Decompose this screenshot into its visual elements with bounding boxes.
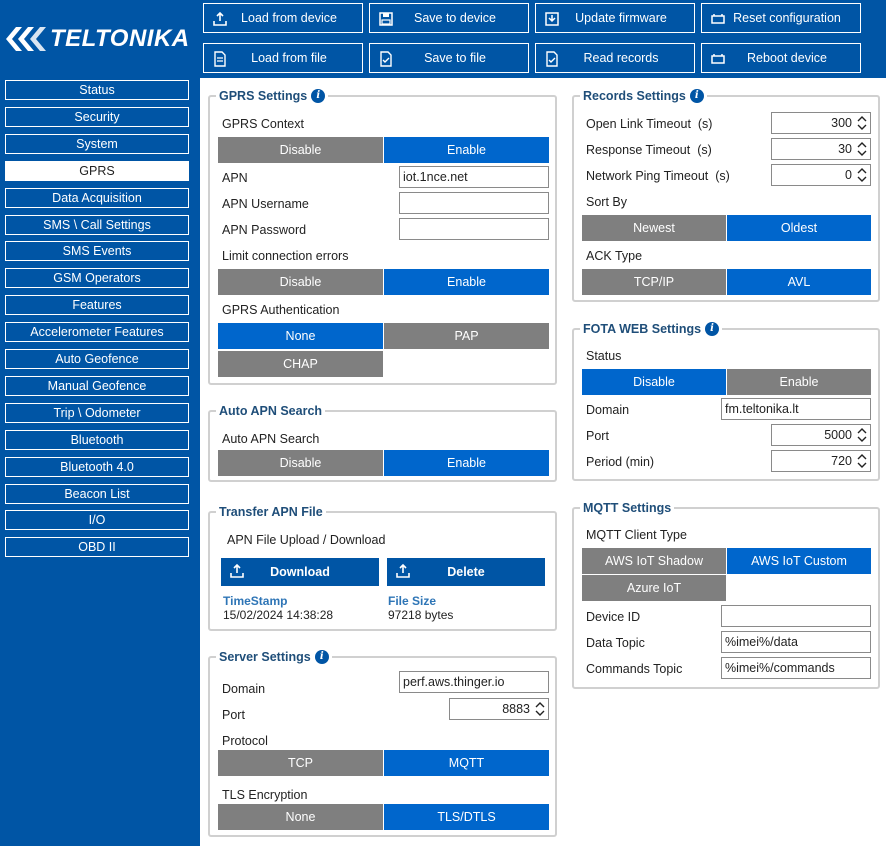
fota-domain-input[interactable]: fm.teltonika.lt bbox=[721, 398, 871, 420]
sidebar-item-sms-events[interactable]: SMS Events bbox=[5, 241, 189, 261]
data-topic-label: Data Topic bbox=[586, 636, 645, 650]
auto-apn-search-panel bbox=[208, 404, 557, 482]
teltonika-logo-icon bbox=[4, 21, 48, 57]
auth-none-button[interactable]: None bbox=[218, 323, 383, 349]
tls-encryption-label: TLS Encryption bbox=[222, 788, 308, 802]
sort-newest-button[interactable]: Newest bbox=[582, 215, 726, 241]
fota-period-label: Period (min) bbox=[586, 455, 655, 469]
spinner-arrows-icon[interactable] bbox=[857, 167, 867, 183]
upload-icon bbox=[229, 563, 245, 579]
gprs-context-enable-button[interactable]: Enable bbox=[384, 137, 549, 163]
server-port-spinner[interactable] bbox=[449, 698, 549, 720]
auth-chap-button[interactable]: CHAP bbox=[218, 351, 383, 377]
open-link-timeout-text: Open Link Timeout bbox=[586, 117, 691, 131]
fota-port-value: 5000 bbox=[824, 428, 852, 442]
load-from-file-button[interactable] bbox=[203, 43, 363, 73]
read-records-label: Read records bbox=[583, 51, 659, 65]
panel-title bbox=[216, 503, 326, 521]
timestamp-value: 15/02/2024 14:38:28 bbox=[223, 608, 334, 622]
mqtt-settings-panel bbox=[572, 501, 880, 689]
fota-status-label: Status bbox=[586, 349, 622, 363]
auto-apn-search-title: Auto APN Search bbox=[219, 404, 323, 418]
sidebar-item-trip-odometer[interactable]: Trip \ Odometer bbox=[5, 403, 189, 423]
file-size-label: File Size bbox=[388, 594, 437, 608]
records-settings-panel bbox=[572, 89, 880, 302]
sort-by-label: Sort By bbox=[586, 195, 627, 209]
apn-password-input[interactable] bbox=[399, 218, 549, 240]
reset-configuration-button[interactable] bbox=[701, 3, 861, 33]
ack-tcpip-button[interactable]: TCP/IP bbox=[582, 269, 726, 295]
main-content bbox=[200, 78, 886, 846]
info-icon[interactable]: i bbox=[311, 89, 325, 103]
sort-oldest-button[interactable]: Oldest bbox=[727, 215, 871, 241]
panel-title bbox=[216, 87, 328, 105]
gprs-context-label: GPRS Context bbox=[222, 117, 304, 131]
info-icon[interactable]: i bbox=[690, 89, 704, 103]
reboot-device-button[interactable] bbox=[701, 43, 861, 73]
file-size-value: 97218 bytes bbox=[388, 608, 454, 622]
fota-web-settings-panel bbox=[572, 322, 880, 481]
auto-apn-enable-button[interactable]: Enable bbox=[384, 450, 549, 476]
data-topic-input[interactable]: %imei%/data bbox=[721, 631, 871, 653]
fota-web-settings-title: FOTA WEB Settings bbox=[583, 322, 702, 336]
update-firmware-label: Update firmware bbox=[575, 11, 667, 25]
server-settings-panel bbox=[208, 650, 557, 837]
spinner-arrows-icon[interactable] bbox=[857, 427, 867, 443]
limit-errors-disable-button[interactable]: Disable bbox=[218, 269, 383, 295]
network-ping-timeout-text: Network Ping Timeout bbox=[586, 169, 709, 183]
teltonika-logo bbox=[4, 18, 198, 60]
limit-errors-enable-button[interactable]: Enable bbox=[384, 269, 549, 295]
read-records-button[interactable] bbox=[535, 43, 695, 73]
sidebar-item-obd-ii[interactable]: OBD II bbox=[5, 537, 189, 557]
device-id-label: Device ID bbox=[586, 610, 641, 624]
records-settings-title: Records Settings bbox=[583, 89, 686, 103]
apn-username-label: APN Username bbox=[222, 197, 309, 211]
response-timeout-label bbox=[586, 143, 712, 157]
sidebar-item-sms-call-settings[interactable]: SMS \ Call Settings bbox=[5, 215, 189, 235]
server-port-label: Port bbox=[222, 708, 245, 722]
file-check-icon bbox=[378, 51, 394, 67]
fota-port-spinner[interactable] bbox=[771, 424, 871, 446]
sidebar-item-system[interactable]: System bbox=[5, 134, 189, 154]
open-link-timeout-spinner[interactable] bbox=[771, 112, 871, 134]
sidebar-item-data-acquisition[interactable]: Data Acquisition bbox=[5, 188, 189, 208]
server-port-value: 8883 bbox=[502, 702, 530, 716]
save-to-file-label: Save to file bbox=[424, 51, 486, 65]
fota-period-spinner[interactable] bbox=[771, 450, 871, 472]
panel-title bbox=[580, 499, 674, 517]
spinner-arrows-icon[interactable] bbox=[857, 453, 867, 469]
protocol-label: Protocol bbox=[222, 734, 268, 748]
sidebar-item-auto-geofence[interactable]: Auto Geofence bbox=[5, 349, 189, 369]
panel-title bbox=[216, 648, 332, 666]
server-domain-label: Domain bbox=[222, 682, 266, 696]
auth-pap-button[interactable]: PAP bbox=[384, 323, 549, 349]
sidebar-item-gsm-operators[interactable]: GSM Operators bbox=[5, 268, 189, 288]
battery-icon bbox=[710, 11, 726, 27]
transfer-apn-file-title: Transfer APN File bbox=[219, 505, 323, 519]
tls-none-button[interactable]: None bbox=[218, 804, 383, 830]
download-button[interactable] bbox=[221, 558, 379, 586]
network-ping-timeout-value: 0 bbox=[845, 168, 852, 182]
file-icon bbox=[212, 51, 228, 67]
ack-avl-button[interactable]: AVL bbox=[727, 269, 871, 295]
apn-label: APN bbox=[222, 171, 248, 185]
info-icon[interactable]: i bbox=[705, 322, 719, 336]
protocol-tcp-button[interactable]: TCP bbox=[218, 750, 383, 776]
apn-input[interactable]: iot.1nce.net bbox=[399, 166, 549, 188]
network-ping-timeout-spinner[interactable] bbox=[771, 164, 871, 186]
delete-label: Delete bbox=[447, 565, 485, 579]
response-timeout-text: Response Timeout bbox=[586, 143, 691, 157]
sidebar-item-i-o[interactable]: I/O bbox=[5, 510, 189, 530]
limit-connection-errors-label: Limit connection errors bbox=[222, 249, 349, 263]
spinner-arrows-icon[interactable] bbox=[535, 701, 545, 717]
panel-title bbox=[580, 320, 722, 338]
sidebar-item-beacon-list[interactable]: Beacon List bbox=[5, 484, 189, 504]
response-timeout-unit: (s) bbox=[697, 143, 712, 157]
reboot-device-label: Reboot device bbox=[747, 51, 827, 65]
azure-iot-button[interactable]: Azure IoT bbox=[582, 575, 726, 601]
load-from-file-label: Load from file bbox=[251, 51, 327, 65]
aws-iot-shadow-button[interactable]: AWS IoT Shadow bbox=[582, 548, 726, 574]
sidebar-item-gprs[interactable]: GPRS bbox=[5, 161, 189, 181]
save-to-device-label: Save to device bbox=[414, 11, 496, 25]
sidebar-item-security[interactable]: Security bbox=[5, 107, 189, 127]
sidebar-item-accelerometer-features[interactable]: Accelerometer Features bbox=[5, 322, 189, 342]
spinner-arrows-icon[interactable] bbox=[857, 115, 867, 131]
auto-apn-search-label: Auto APN Search bbox=[222, 432, 320, 446]
sidebar-item-status[interactable]: Status bbox=[5, 80, 189, 100]
delete-button[interactable] bbox=[387, 558, 545, 586]
device-id-input[interactable] bbox=[721, 605, 871, 627]
ack-type-label: ACK Type bbox=[586, 249, 643, 263]
fota-domain-label: Domain bbox=[586, 403, 630, 417]
panel-title bbox=[580, 87, 707, 105]
open-link-timeout-unit: (s) bbox=[697, 117, 713, 131]
apn-file-upload-download-label: APN File Upload / Download bbox=[227, 533, 386, 547]
download-label: Download bbox=[270, 565, 330, 579]
download-box-icon bbox=[544, 11, 560, 27]
sidebar-item-features[interactable]: Features bbox=[5, 295, 189, 315]
gprs-context-disable-button[interactable]: Disable bbox=[218, 137, 383, 163]
gprs-authentication-label: GPRS Authentication bbox=[222, 303, 340, 317]
tls-dtls-button[interactable]: TLS/DTLS bbox=[384, 804, 549, 830]
response-timeout-value: 30 bbox=[838, 142, 852, 156]
gprs-settings-title: GPRS Settings bbox=[219, 89, 308, 103]
server-settings-title: Server Settings bbox=[219, 650, 311, 664]
apn-username-input[interactable] bbox=[399, 192, 549, 214]
gprs-settings-panel bbox=[208, 89, 557, 385]
brand-name: TELTONIKA bbox=[50, 25, 190, 52]
save-to-file-button[interactable] bbox=[369, 43, 529, 73]
server-domain-input[interactable]: perf.aws.thinger.io bbox=[399, 671, 549, 693]
sidebar-item-bluetooth[interactable]: Bluetooth bbox=[5, 430, 189, 450]
load-from-device-label: Load from device bbox=[241, 11, 337, 25]
protocol-mqtt-button[interactable]: MQTT bbox=[384, 750, 549, 776]
spinner-arrows-icon[interactable] bbox=[857, 141, 867, 157]
timestamp-label: TimeStamp bbox=[223, 594, 288, 608]
save-to-device-button[interactable] bbox=[369, 3, 529, 33]
mqtt-settings-title: MQTT Settings bbox=[583, 501, 672, 515]
panel-title bbox=[216, 402, 325, 420]
sidebar bbox=[0, 0, 200, 846]
upload-icon bbox=[395, 563, 411, 579]
mqtt-client-type-label: MQTT Client Type bbox=[586, 528, 687, 542]
fota-period-value: 720 bbox=[831, 454, 852, 468]
file-check-icon bbox=[544, 51, 560, 67]
auto-apn-disable-button[interactable]: Disable bbox=[218, 450, 383, 476]
upload-icon bbox=[212, 11, 228, 27]
aws-iot-custom-button[interactable]: AWS IoT Custom bbox=[727, 548, 871, 574]
reset-configuration-label: Reset configuration bbox=[733, 11, 841, 25]
fota-enable-button[interactable]: Enable bbox=[727, 369, 871, 395]
transfer-apn-file-panel bbox=[208, 505, 557, 631]
apn-password-label: APN Password bbox=[222, 223, 307, 237]
battery-icon bbox=[710, 51, 726, 67]
info-icon[interactable]: i bbox=[315, 650, 329, 664]
commands-topic-input[interactable]: %imei%/commands bbox=[721, 657, 871, 679]
network-ping-timeout-label bbox=[586, 169, 730, 183]
load-from-device-button[interactable] bbox=[203, 3, 363, 33]
response-timeout-spinner[interactable] bbox=[771, 138, 871, 160]
fota-disable-button[interactable]: Disable bbox=[582, 369, 726, 395]
fota-port-label: Port bbox=[586, 429, 609, 443]
network-ping-timeout-unit: (s) bbox=[715, 169, 730, 183]
floppy-icon bbox=[378, 11, 394, 27]
sidebar-item-manual-geofence[interactable]: Manual Geofence bbox=[5, 376, 189, 396]
sidebar-item-bluetooth-4-0[interactable]: Bluetooth 4.0 bbox=[5, 457, 189, 477]
open-link-timeout-label bbox=[586, 117, 712, 131]
update-firmware-button[interactable] bbox=[535, 3, 695, 33]
open-link-timeout-value: 300 bbox=[831, 116, 852, 130]
commands-topic-label: Commands Topic bbox=[586, 662, 683, 676]
